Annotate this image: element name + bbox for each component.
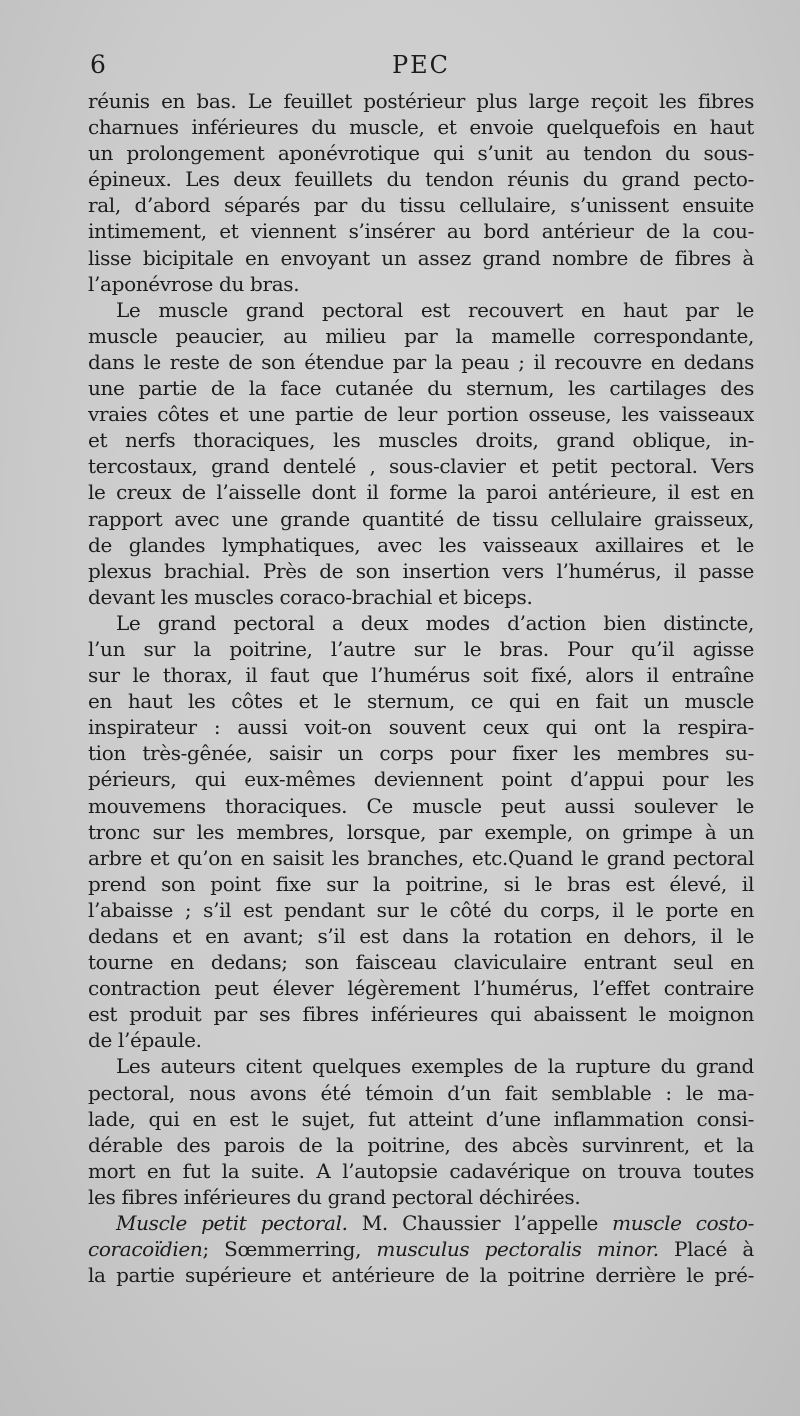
text-line (88, 375, 754, 401)
text-segment: mouvemens thoraciques. Ce muscle peut aussi soulever le (88, 793, 754, 818)
text-line (88, 349, 754, 375)
page-number: 6 (90, 50, 106, 79)
text-segment: un prolongement aponévrotique qui s’unit au tendon du sous- (88, 141, 754, 166)
text-line (88, 323, 754, 349)
text-line (88, 297, 754, 323)
text-line (88, 1236, 754, 1262)
text-segment: l’aponévrose du bras. (88, 271, 300, 296)
text-segment: ; Sœmmerring, (202, 1237, 377, 1262)
text-line (88, 218, 754, 244)
running-head: PEC (391, 51, 451, 79)
text-segment: prend son point fixe sur la poitrine, si le bras est élevé, il (88, 871, 754, 896)
text-segment: arbre et qu’on en saisit les branches, etc.Quand le grand pectoral (88, 845, 754, 870)
text-line (88, 662, 754, 688)
text-line (88, 819, 754, 845)
text-line (88, 766, 754, 792)
text-segment: tronc sur les membres, lorsque, par exemple, on grimpe à un (88, 819, 754, 844)
text-line (88, 845, 754, 871)
text-segment: mort en fut la suite. A l’autopsie cadavérique on trouva toutes (88, 1158, 754, 1183)
text-line (88, 427, 754, 453)
text-segment: dedans et en avant; s’il est dans la rotation en dehors, il le (88, 924, 754, 948)
text-line (88, 923, 754, 949)
text-line (88, 479, 754, 505)
text-segment: vraies côtes et une partie de leur portion osseuse, les vaisseaux (88, 402, 754, 427)
text-line (88, 1158, 754, 1184)
text-segment: réunis en bas. Le feuillet postérieur plus large reçoit les fibres (88, 89, 754, 113)
text-line (88, 114, 754, 140)
text-segment: sur le thorax, il faut que l’humérus soit fixé, alors il entraîne (88, 663, 754, 688)
text-segment: M. Chaussier l’appelle (347, 1211, 613, 1236)
text-line (88, 192, 754, 218)
text-line (88, 1106, 754, 1132)
text-segment: de l’épaule. (88, 1028, 202, 1053)
text-line (88, 793, 754, 819)
text-segment: Le muscle grand pectoral est recouvert en haut par le (116, 297, 754, 322)
page-header (88, 50, 754, 84)
text-line (88, 584, 754, 610)
text-line (88, 245, 754, 271)
text-line (88, 1262, 754, 1288)
text-line (88, 688, 754, 714)
text-segment: Les auteurs citent quelques exemples de la rupture du grand (116, 1054, 754, 1079)
text-segment: pectoral, nous avons été témoin d’un fait semblable : le ma- (88, 1080, 754, 1105)
text-line (88, 740, 754, 766)
text-line (88, 271, 754, 297)
text-segment: muscle peaucier, au milieu par la mamelle correspondante, (88, 323, 754, 348)
text-segment: et nerfs thoraciques, les muscles droits, grand oblique, in- (88, 428, 754, 453)
text-line (88, 1210, 754, 1236)
text-segment: rapport avec une grande quantité de tissu cellulaire graisseux, (88, 506, 754, 531)
text-segment: lisse bicipitale en envoyant un assez grand nombre de fibres à (88, 245, 754, 270)
body-text (88, 88, 754, 1288)
italic-text: Muscle petit pectoral. (116, 1211, 348, 1236)
text-line (88, 1053, 754, 1079)
text-segment: tourne en dedans; son faisceau claviculaire entrant seul en (88, 950, 754, 975)
text-line (88, 610, 754, 636)
italic-text: coracoïdien (88, 1237, 203, 1262)
text-segment: périeurs, qui eux-mêmes deviennent point d’appui pour les (88, 767, 754, 792)
text-segment: est produit par ses fibres inférieures qui abaissent le moignon (88, 1002, 754, 1027)
text-segment: devant les muscles coraco-brachial et biceps. (88, 584, 533, 609)
text-line (88, 1132, 754, 1158)
text-segment: dans le reste de son étendue par la peau ; il recouvre en dedans (88, 349, 754, 374)
text-segment: dérable des parois de la poitrine, des abcès survinrent, et la (88, 1132, 754, 1157)
text-segment: tion très-gênée, saisir un corps pour fixer les membres su- (88, 741, 754, 766)
text-line (88, 453, 754, 479)
text-line (88, 166, 754, 192)
text-segment: épineux. Les deux feuillets du tendon réunis du grand pecto- (88, 167, 754, 192)
text-segment: l’abaisse ; s’il est pendant sur le côté du corps, il le porte en (88, 897, 754, 922)
text-line (88, 88, 754, 114)
text-segment: intimement, et viennent s’insérer au bord antérieur de la cou- (88, 219, 754, 244)
text-segment: contraction peut élever légèrement l’humérus, l’effet contraire (88, 976, 754, 1001)
text-segment: tercostaux, grand dentelé , sous-clavier et petit pectoral. Vers (88, 454, 754, 479)
italic-text: muscle costo- (612, 1211, 754, 1236)
text-line (88, 558, 754, 584)
text-line (88, 949, 754, 975)
text-segment: la partie supérieure et antérieure de la poitrine derrière le pré- (88, 1263, 754, 1288)
text-segment: Le grand pectoral a deux modes d’action bien distincte, (116, 610, 754, 635)
text-line (88, 975, 754, 1001)
text-segment: de glandes lymphatiques, avec les vaisseaux axillaires et le (88, 532, 754, 557)
text-line (88, 1001, 754, 1027)
text-segment: le creux de l’aisselle dont il forme la paroi antérieure, il est en (88, 480, 754, 505)
text-segment: inspirateur : aussi voit-on souvent ceux qui ont la respira- (88, 715, 754, 740)
text-segment: charnues inférieures du muscle, et envoie quelquefois en haut (88, 115, 754, 140)
text-line (88, 140, 754, 166)
text-line (88, 871, 754, 897)
text-line (88, 532, 754, 558)
text-line (88, 506, 754, 532)
text-line (88, 636, 754, 662)
italic-text: musculus pectoralis minor. (376, 1237, 659, 1262)
text-segment: Placé à (658, 1237, 754, 1262)
text-line (88, 401, 754, 427)
text-line (88, 1184, 754, 1210)
text-segment: plexus brachial. Près de son insertion vers l’humérus, il passe (88, 558, 754, 583)
text-segment: lade, qui en est le sujet, fut atteint d’une inflammation consi- (88, 1106, 754, 1131)
text-line (88, 714, 754, 740)
text-segment: en haut les côtes et le sternum, ce qui en fait un muscle (88, 689, 754, 714)
text-segment: l’un sur la poitrine, l’autre sur le bras. Pour qu’il agisse (88, 636, 754, 661)
text-segment: une partie de la face cutanée du sternum, les cartilages des (88, 376, 754, 401)
text-segment: les fibres inférieures du grand pectoral déchirées. (88, 1184, 581, 1209)
text-line (88, 897, 754, 923)
text-line (88, 1027, 754, 1053)
text-line (88, 1080, 754, 1106)
text-segment: ral, d’abord séparés par du tissu cellulaire, s’unissent ensuite (88, 193, 754, 218)
